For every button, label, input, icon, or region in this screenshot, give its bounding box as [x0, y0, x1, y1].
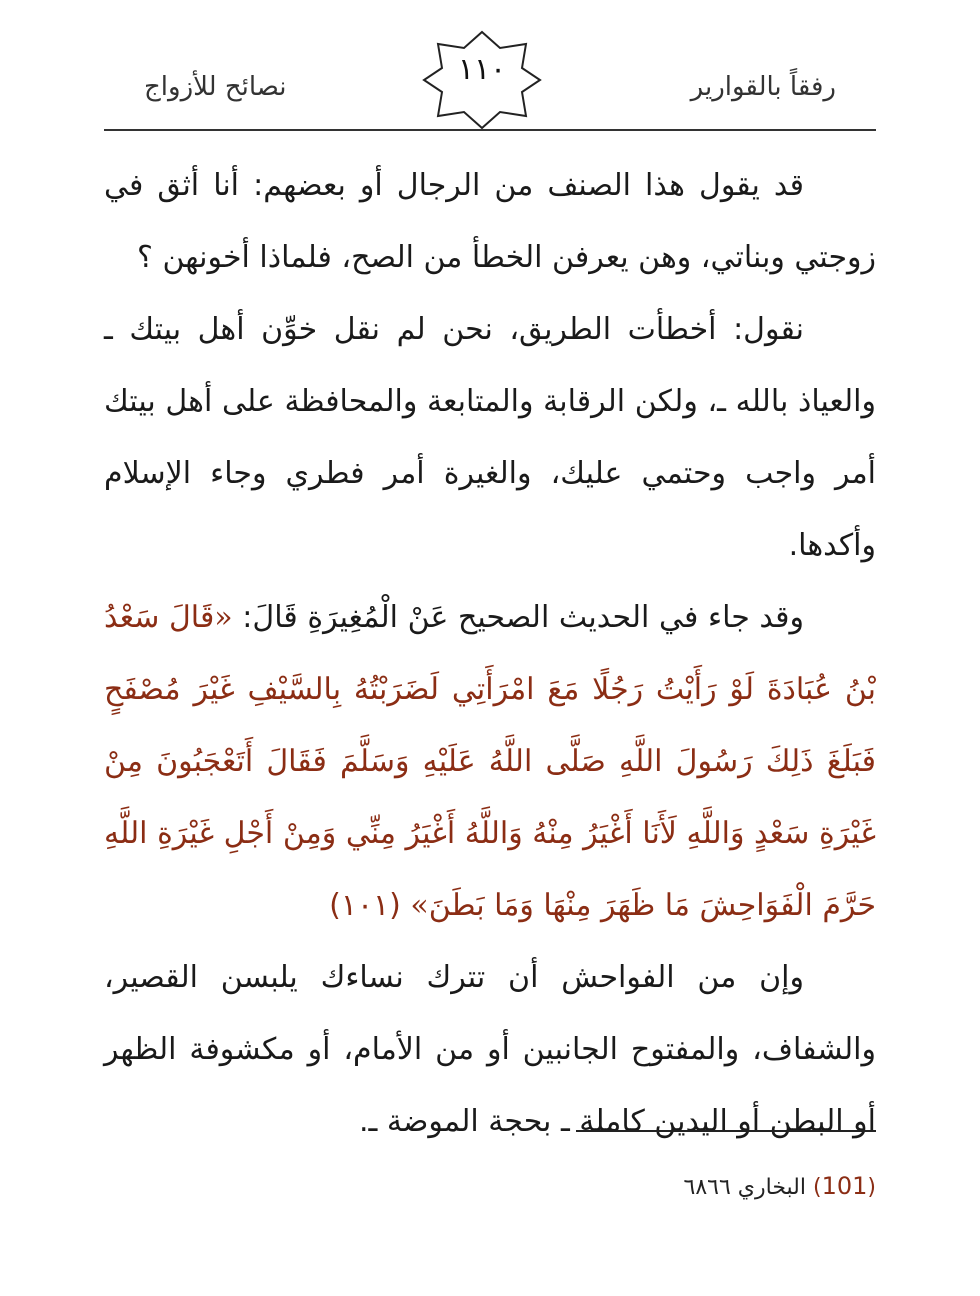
book-title: رفقاً بالقوارير — [690, 72, 836, 102]
paragraph-1: قد يقول هذا الصنف من الرجال أو بعضهم: أنا أثق في زوجتي وبناتي، وهن يعرفن الخطأ من الصح، فلماذا أخونهن ؟ — [104, 168, 876, 275]
footnote-number: 101 — [821, 1172, 868, 1200]
footnote: (101) البخاري ٦٨٦٦ — [683, 1172, 876, 1200]
hadith-quote: «قَالَ سَعْدُ بْنُ عُبَادَةَ لَوْ رَأَيْتُ رَجُلًا مَعَ امْرَأَتِي لَضَرَبْتُهُ بِالسَّيْفِ غَيْرَ مُصْفَحٍ فَبَلَغَ ذَلِكَ رَسُولَ اللَّهِ صَلَّى اللَّهُ عَلَيْهِ وَسَلَّمَ فَقَالَ أَتَعْجَبُونَ مِنْ غَيْرَةِ سَعْدٍ وَاللَّهِ لَأَنَا أَغْيَرُ مِنْهُ وَاللَّهُ أَغْيَرُ مِنِّي وَمِنْ أَجْلِ غَيْرَةِ اللَّهِ حَرَّمَ الْفَوَاحِشَ مَا ظَهَرَ مِنْهَا وَمَا بَطَنَ» — [104, 600, 877, 923]
hadith-intro: وقد جاء في الحديث الصحيح عَنْ الْمُغِيرَةِ قَالَ: — [232, 600, 804, 635]
section-title: نصائح للأزواج — [144, 72, 287, 102]
footnote-text: البخاري ٦٨٦٦ — [683, 1175, 806, 1200]
page-header — [104, 30, 876, 134]
paragraph-2: نقول: أخطأت الطريق، نحن لم نقل خوِّن أهل بيتك ـ والعياذ بالله ـ، ولكن الرقابة والمتابعة والمحافظة على أهل بيتك أمر واجب وحتمي عليك، والغيرة أمر فطري وجاء الإسلام وأكدها. — [104, 312, 876, 563]
hadith-paragraph — [104, 582, 876, 942]
header-divider — [104, 129, 876, 131]
main-text — [104, 150, 876, 1158]
footnote-divider — [576, 1130, 876, 1132]
page-number: ١١٠ — [457, 52, 507, 87]
page-number-badge — [422, 30, 542, 130]
paragraph-3: وإن من الفواحش أن تترك نساءك يلبسن القصير، والشفاف، والمفتوح الجانبين أو من الأمام، أو مكشوفة الظهر أو البطن أو اليدين كاملة ـ بحجة الموضة ـ. — [104, 960, 876, 1139]
footnote-reference[interactable]: (١٠١) — [329, 888, 411, 923]
